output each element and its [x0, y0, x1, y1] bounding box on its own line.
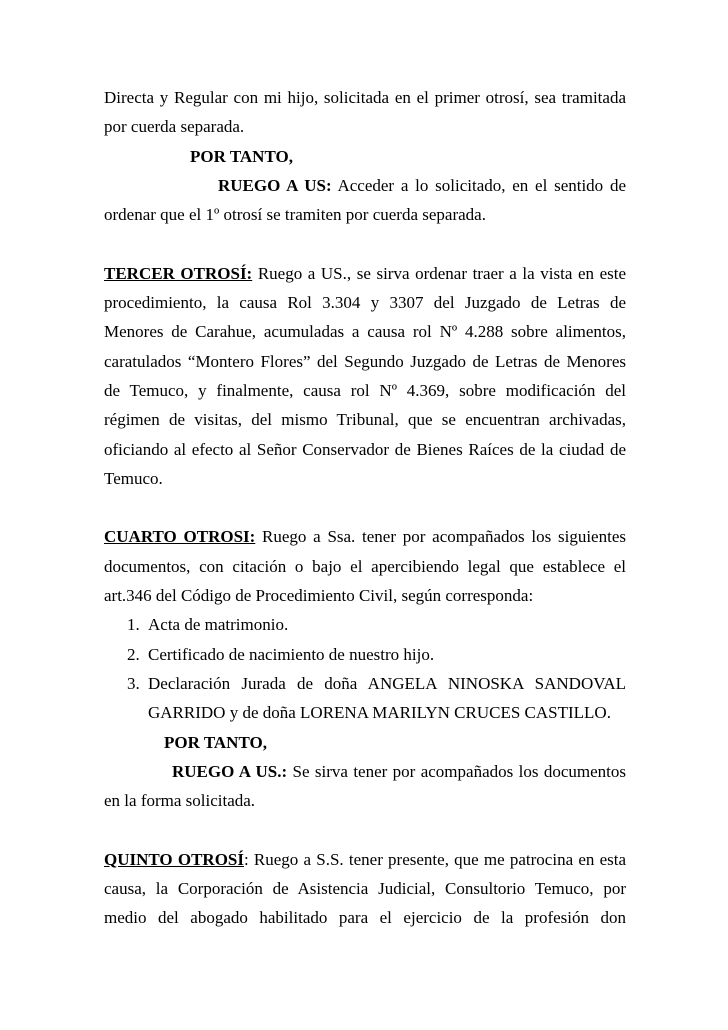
list-item: [104, 669, 626, 698]
text-line: de Temuco, y finalmente, causa rol Nº 4.369, sobre modificación del: [104, 380, 626, 400]
quinto-otrosi-line: [104, 845, 626, 874]
text-line: art.346 del Código de Procedimiento Civil, según corresponda:: [104, 586, 534, 606]
tercer-otrosi-line: [104, 259, 626, 288]
text-line: Temuco.: [104, 468, 163, 488]
list-number: 3.: [127, 673, 140, 693]
text-line: causa, la Corporación de Asistencia Judicial, Consultorio Temuco, por: [104, 879, 626, 899]
list-item-text: Certificado de nacimiento de nuestro hijo.: [148, 644, 435, 664]
ruego-label: RUEGO A US.:: [172, 761, 288, 781]
quinto-otrosi-heading: QUINTO OTROSÍ: [104, 849, 244, 869]
cuarto-otrosi-heading: CUARTO OTROSI:: [104, 527, 256, 547]
list-item: [104, 640, 626, 669]
text-line: caratulados “Montero Flores” del Segundo Juzgado de Letras de Menores: [104, 351, 626, 371]
text-line: oficiando al efecto al Señor Conservador de Bienes Raíces de la ciudad de: [104, 439, 626, 459]
list-number: 2.: [127, 644, 140, 664]
text-line: en la forma solicitada.: [104, 791, 256, 811]
tercer-otrosi-heading: TERCER OTROSÍ:: [104, 263, 253, 283]
por-tanto-heading: POR TANTO,: [164, 732, 267, 752]
list-item-continuation: GARRIDO y de doña LORENA MARILYN CRUCES CASTILLO.: [148, 703, 611, 723]
cuarto-otrosi-line: [104, 522, 626, 551]
ruego-line: [104, 171, 626, 200]
list-number: 1.: [127, 615, 140, 635]
text-line: procedimiento, la causa Rol 3.304 y 3307 del Juzgado de Letras de: [104, 293, 626, 313]
cuarto-otrosi-text: Ruego a Ssa. tener por acompañados los siguientes: [255, 527, 626, 547]
quinto-otrosi-text: Ruego a S.S. tener presente, que me patrocina en esta: [248, 849, 626, 869]
paragraph-spacer: [104, 815, 626, 844]
ruego-text: Acceder a lo solicitado, en el sentido de: [331, 175, 626, 195]
tercer-otrosi-text: Ruego a US., se sirva ordenar traer a la vista en este: [252, 263, 626, 283]
list-item: [104, 610, 626, 639]
por-tanto-heading: POR TANTO,: [190, 146, 293, 166]
quinto-otrosi-colon: :: [243, 849, 249, 869]
list-item-text: Declaración Jurada de doña ANGELA NINOSKA SANDOVAL: [148, 673, 626, 693]
ruego-line: [104, 757, 626, 786]
text-line: Directa y Regular con mi hijo, solicitada en el primer otrosí, sea tramitada: [104, 88, 626, 107]
document-page: [104, 83, 626, 933]
paragraph-spacer: [104, 229, 626, 258]
list-item-text: Acta de matrimonio.: [148, 615, 289, 635]
paragraph-spacer: [104, 493, 626, 522]
text-line: por cuerda separada.: [104, 117, 245, 137]
text-line: medio del abogado habilitado para el ejercicio de la profesión don: [104, 908, 626, 928]
ruego-text: Se sirva tener por acompañados los documentos: [287, 761, 626, 781]
text-line: documentos, con citación o bajo el apercibiendo legal que establece el: [104, 556, 626, 576]
text-line: Menores de Carahue, acumuladas a causa rol Nº 4.288 sobre alimentos,: [104, 322, 626, 342]
ruego-label: RUEGO A US:: [218, 175, 332, 195]
text-line: régimen de visitas, del mismo Tribunal, que se encuentran archivadas,: [104, 410, 626, 430]
text-line: ordenar que el 1º otrosí se tramiten por cuerda separada.: [104, 205, 486, 225]
